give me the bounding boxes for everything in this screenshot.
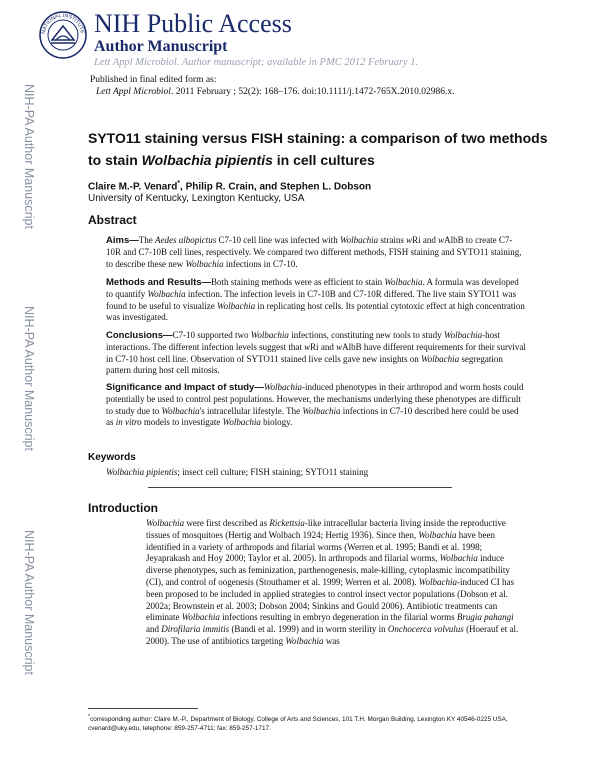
- footnote-divider: [88, 708, 198, 709]
- keywords-heading: Keywords: [88, 452, 136, 463]
- svg-text:NATIONAL INSTITUTES OF HEALTH: NATIONAL INSTITUTE: [40, 12, 85, 35]
- abstract-methods-results: Methods and Results—Both staining methods were as efficient to stain Wolbachia. A formula was developed to quantify Wolbachia infection. The infection levels in C7-10B and C7-10R differed. The live stain SYTO11 was found to be useful to visualize Wolbachia in replicating host cells. Its potential cytotoxic effect at high concentration was investigated.: [106, 277, 525, 323]
- sidebar-label-middle: NIH-PA Author Manuscript: [22, 306, 36, 451]
- abstract-aims: Aims—The Aedes albopictus C7-10 cell line was infected with Wolbachia strains wRi and wAlbB to create C7-10R and C7-10B cell lines, respectively. We compared two different methods, FISH staining and SYTO11 staining, to describe these new Wolbachia infections in C7-10.: [106, 235, 522, 269]
- author-list: Claire M.-P. Venard*, Philip R. Crain, and Stephen L. Dobson: [88, 180, 372, 193]
- introduction-heading: Introduction: [88, 501, 158, 515]
- abstract-significance: Significance and Impact of study—Wolbachia-induced phenotypes in their arthropod and worm hosts could potentially be used to control pest populations. However, the mechanisms underlying these phenotypes are difficult to study due to Wolbachia's intracellular lifestyle. The Wolbachia infections in C7-10 described here could be used as in vitro models to investigate Wolbachia biology.: [106, 382, 524, 428]
- published-label: Published in final edited form as:: [90, 75, 217, 85]
- abstract-conclusions: Conclusions—C7-10 supported two Wolbachia infections, constituting new tools to study Wolbachia-host interactions. The different infection levels suggest that wRi and wAlbB have different requirements for their survival in C7-10 host cell line. Observation of SYTO11 stained live cells gave new insights on Wolbachia segregation pattern during host cell mitosis.: [106, 330, 526, 376]
- sidebar-label-bottom: NIH-PA Author Manuscript: [22, 530, 36, 675]
- affiliation: University of Kentucky, Lexington Kentucky, USA: [88, 193, 305, 204]
- abstract-heading: Abstract: [88, 213, 137, 227]
- introduction-paragraph: Wolbachia were first described as Rickettsia-like intracellular bacteria living inside the reproductive tissues of mosquitoes (Hertig and Wolbach 1924; Hertig 1936). Since then, Wolbachia have been identified in a variety of arthropods and filarial worms (Werren et al. 1995; Bandi et al. 1998; Jeyaprakash and Hoy 2000; Taylor et al. 2005). In arthropods and filarial worms, Wolbachia induce diverse phenotypes, such as feminization, parthenogenesis, male-killing, cytoplasmic incompatibility (CI), and control of oogenesis (Stouthamer et al. 1999; Werren et al. 2008). Wolbachia-induced CI has been proposed to be included in applied strategies to control insect vector populations (Dobson et al. 2002a; Brownstein et al. 2003; Dobson 2004; Sinkins and Gould 2006). Antibiotic treatments can eliminate Wolbachia infections resulting in embryo degeneration in the filarial worms Brugia pahangi and Dirofilaria immitis (Bandi et al. 1999) and in worm sterility in Onchocerca volvulus (Hoerauf et al. 2000). The use of antibiotics targeting Wolbachia was: [146, 518, 519, 646]
- citation: Lett Appl Microbiol. 2011 February ; 52(2): 168–176. doi:10.1111/j.1472-765X.2010.02986.x.: [96, 87, 455, 97]
- sidebar-label-top: NIH-PA Author Manuscript: [22, 84, 36, 229]
- nih-public-access-title: NIH Public Access: [94, 9, 292, 38]
- keywords-divider: [148, 487, 452, 488]
- keywords-list: Wolbachia pipientis; insect cell culture; FISH staining; SYTO11 staining: [106, 467, 369, 477]
- corresponding-author-footnote: *corresponding author: Claire M.-P., Department of Biology, College of Arts and Sciences, 101 T.H. Morgan Building, Lexington KY 40546-0225 USA, cvenard@uky.edu, telephone: 859-257-4711; fax: 859-257-1717.: [88, 714, 508, 733]
- author-manuscript-label: Author Manuscript: [94, 38, 228, 55]
- availability-status: Lett Appl Microbiol. Author manuscript; available in PMC 2012 February 1.: [94, 57, 419, 68]
- nih-seal-icon: [38, 10, 88, 60]
- paper-title: SYTO11 staining versus FISH staining: a comparison of two methods to stain Wolbachia pipientis in cell cultures: [88, 130, 548, 168]
